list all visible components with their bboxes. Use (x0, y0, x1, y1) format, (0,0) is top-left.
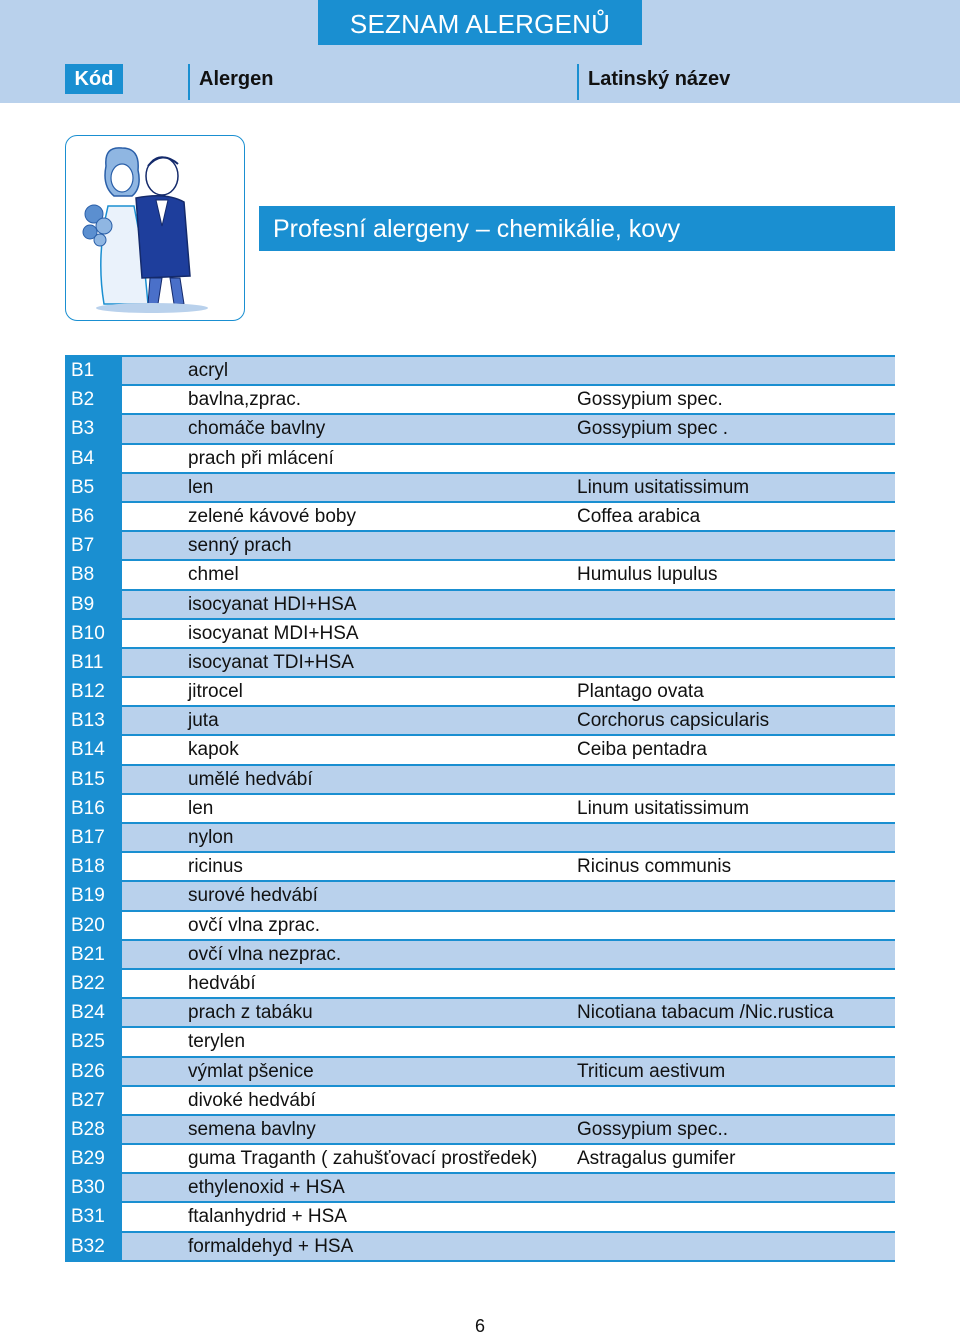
table-row (65, 559, 895, 588)
allergen-code: B6 (65, 503, 122, 530)
table-row (65, 472, 895, 501)
table-row (65, 530, 895, 559)
allergen-name: terylen (188, 1031, 246, 1053)
allergen-name: nylon (188, 827, 234, 848)
allergen-latin-name: Triticum aestivum (577, 1060, 726, 1082)
allergen-name: ethylenoxid + HSA (188, 1177, 345, 1199)
allergen-latin-name: Ricinus communis (577, 856, 732, 878)
allergen-latin-name: Linum usitatissimum (577, 797, 750, 819)
table-row (65, 443, 895, 472)
allergen-name: semena bavlny (188, 1118, 316, 1140)
allergen-code: B9 (65, 591, 122, 618)
allergen-latin-name: Linum usitatissimum (577, 476, 750, 498)
allergen-name: jitrocel (188, 681, 243, 703)
allergen-name: ricinus (188, 856, 243, 878)
allergen-code: B4 (65, 445, 122, 472)
allergen-name: bavlna,zprac. (188, 389, 302, 411)
allergen-name: juta (188, 710, 219, 732)
allergen-name: kapok (188, 739, 239, 761)
table-row (65, 764, 895, 793)
allergen-code: B3 (65, 415, 122, 442)
column-divider (188, 64, 190, 100)
table-row (65, 355, 895, 384)
allergen-code: B14 (65, 736, 122, 763)
allergen-code: B15 (65, 766, 122, 793)
table-row (65, 734, 895, 763)
allergen-code: B11 (65, 649, 122, 676)
table-row (65, 822, 895, 851)
allergen-code: B13 (65, 707, 122, 734)
allergen-code: B26 (65, 1058, 122, 1085)
allergen-code: B22 (65, 970, 122, 997)
allergen-code: B27 (65, 1087, 122, 1114)
allergen-latin-name: Plantago ovata (577, 681, 704, 703)
table-row (65, 939, 895, 968)
column-header-latin: Latinský název (588, 68, 731, 90)
table-row (65, 705, 895, 734)
section-title: Profesní alergeny – chemikálie, kovy (259, 206, 895, 251)
allergen-code: B16 (65, 795, 122, 822)
allergen-name: len (188, 797, 214, 819)
allergen-latin-name: Astragalus gumifer (577, 1148, 736, 1170)
allergen-latin-name: Corchorus capsicularis (577, 710, 770, 732)
table-row (65, 501, 895, 530)
allergen-code: B2 (65, 386, 122, 413)
allergen-name: len (188, 476, 214, 498)
allergen-name: isocyanat TDI+HSA (188, 651, 354, 673)
allergen-code: B32 (65, 1233, 122, 1260)
table-row (65, 1026, 895, 1055)
allergen-code: B29 (65, 1145, 122, 1172)
allergen-table (65, 355, 895, 1262)
allergen-code: B1 (65, 357, 122, 384)
allergen-name: divoké hedvábí (188, 1089, 316, 1111)
allergen-name: chmel (188, 564, 239, 586)
table-row (65, 384, 895, 413)
allergen-code: B12 (65, 678, 122, 705)
allergen-name: isocyanat MDI+HSA (188, 622, 359, 644)
allergen-name: acryl (188, 360, 229, 381)
allergen-name: ovčí vlna zprac. (188, 914, 320, 936)
table-row (65, 1114, 895, 1143)
allergen-name: hedvábí (188, 972, 256, 994)
allergen-code: B30 (65, 1174, 122, 1201)
column-header-code: Kód (65, 64, 123, 94)
allergen-name: senný prach (188, 535, 292, 557)
allergen-name: prach z tabáku (188, 1002, 313, 1024)
couple-drawing (66, 136, 244, 320)
allergen-code: B17 (65, 824, 122, 851)
table-row (65, 413, 895, 442)
allergen-code: B5 (65, 474, 122, 501)
allergen-latin-name: Humulus lupulus (577, 564, 718, 586)
allergen-code: B19 (65, 882, 122, 909)
allergen-name: prach při mlácení (188, 447, 334, 469)
table-row (65, 997, 895, 1026)
table-row (65, 1172, 895, 1201)
table-row (65, 793, 895, 822)
allergen-name: isocyanat HDI+HSA (188, 593, 357, 615)
table-row (65, 1201, 895, 1230)
allergen-name: formaldehyd + HSA (188, 1235, 354, 1257)
allergen-latin-name: Gossypium spec. (577, 389, 723, 411)
table-row (65, 968, 895, 997)
allergen-code: B8 (65, 561, 122, 588)
allergen-name: surové hedvábí (188, 885, 318, 907)
table-row (65, 910, 895, 939)
allergen-latin-name: Ceiba pentadra (577, 739, 707, 761)
allergen-code: B18 (65, 853, 122, 880)
allergen-code: B7 (65, 532, 122, 559)
table-row (65, 676, 895, 705)
allergen-code: B24 (65, 999, 122, 1026)
allergen-latin-name: Nicotiana tabacum /Nic.rustica (577, 1002, 834, 1024)
couple-illustration (65, 135, 245, 321)
allergen-code: B21 (65, 941, 122, 968)
allergen-latin-name: Gossypium spec.. (577, 1118, 728, 1140)
table-row (65, 880, 895, 909)
allergen-name: guma Traganth ( zahušťovací prostředek) (188, 1148, 538, 1170)
table-row (65, 589, 895, 618)
document-title: SEZNAM ALERGENŮ (318, 0, 642, 45)
allergen-name: ovčí vlna nezprac. (188, 943, 342, 965)
allergen-code: B25 (65, 1028, 122, 1055)
table-row (65, 1056, 895, 1085)
allergen-name: zelené kávové boby (188, 505, 356, 527)
table-row (65, 647, 895, 676)
allergen-name: ftalanhydrid + HSA (188, 1206, 347, 1228)
table-row (65, 1231, 895, 1262)
allergen-latin-name: Gossypium spec . (577, 418, 728, 440)
page-number: 6 (474, 1316, 485, 1336)
allergen-name: umělé hedvábí (188, 768, 313, 790)
column-header-allergen: Alergen (199, 68, 274, 90)
allergen-code: B31 (65, 1203, 122, 1230)
table-row (65, 851, 895, 880)
allergen-code: B28 (65, 1116, 122, 1143)
allergen-code: B10 (65, 620, 122, 647)
table-row (65, 1085, 895, 1114)
table-row (65, 618, 895, 647)
allergen-name: chomáče bavlny (188, 418, 326, 440)
column-divider (577, 64, 579, 100)
allergen-name: výmlat pšenice (188, 1060, 314, 1082)
allergen-code: B20 (65, 912, 122, 939)
table-row (65, 1143, 895, 1172)
allergen-latin-name: Coffea arabica (577, 505, 701, 527)
